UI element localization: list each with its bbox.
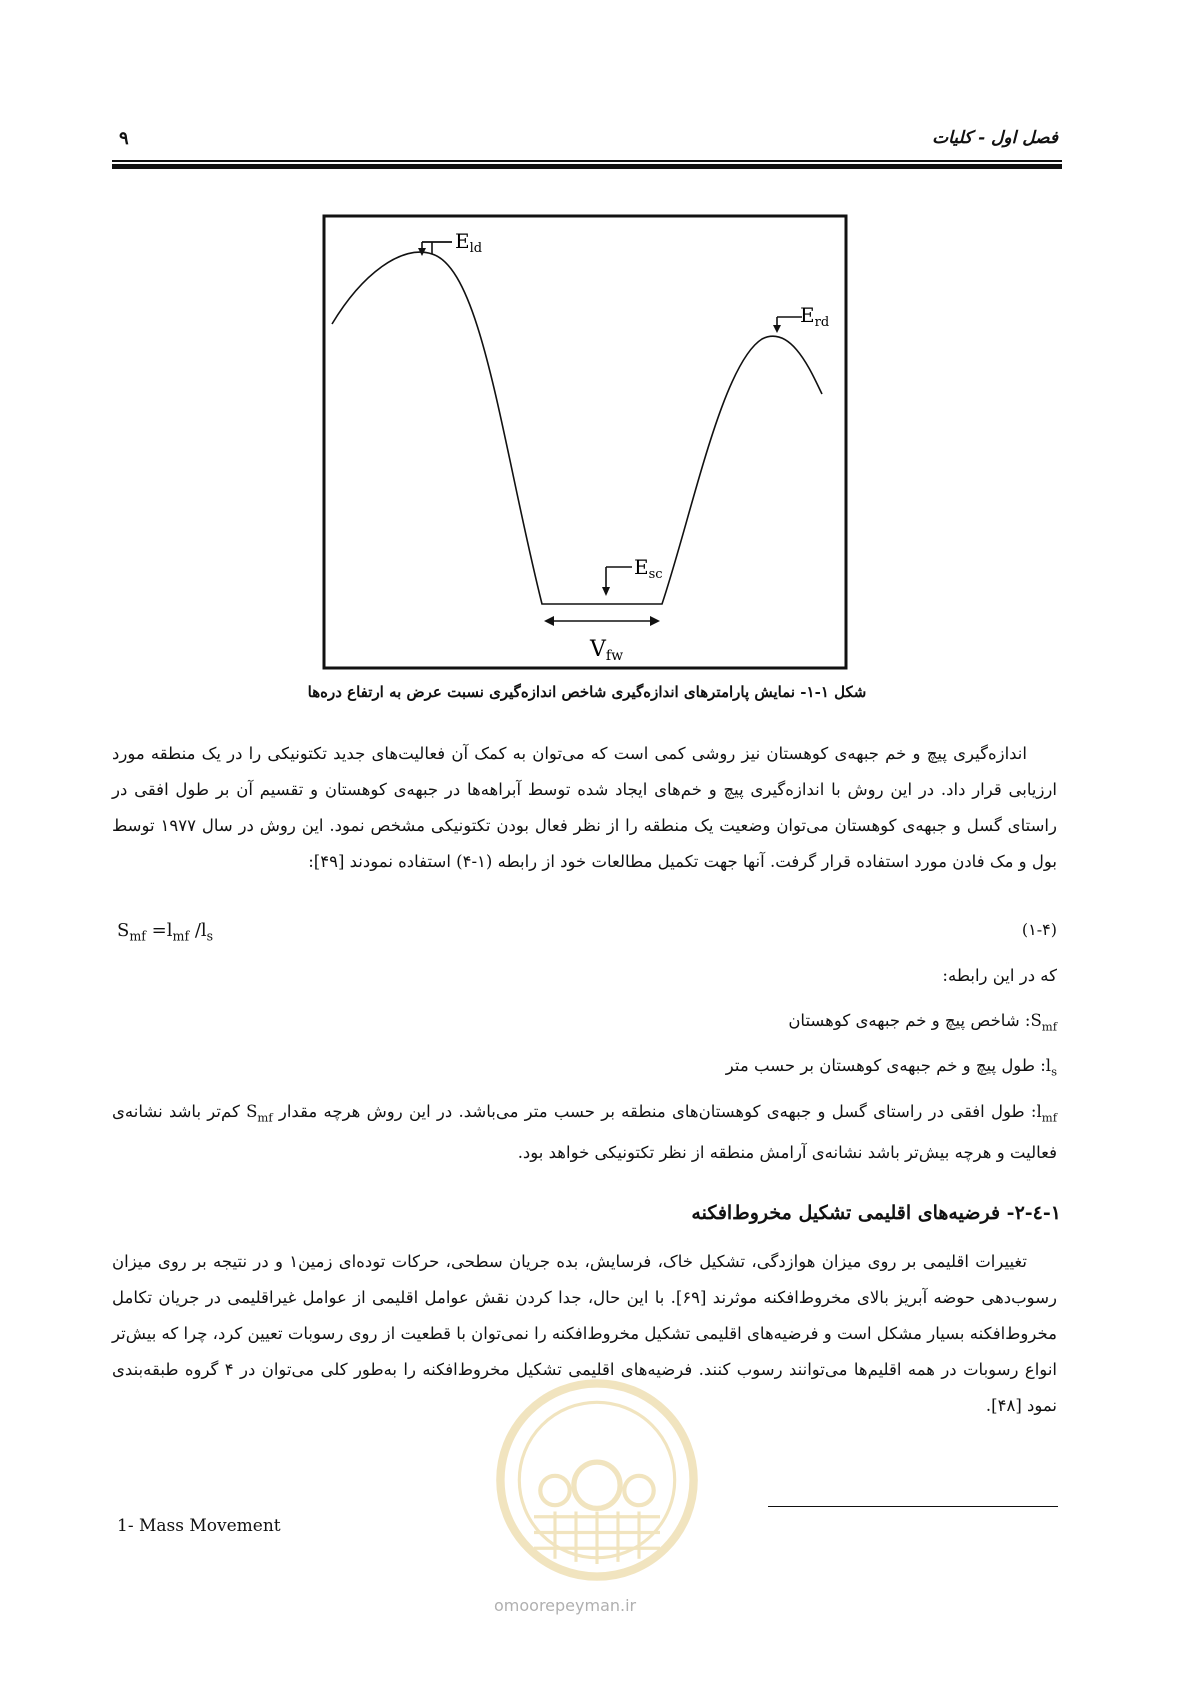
def-ls-sub: s xyxy=(1051,1064,1057,1079)
footnote-rule xyxy=(768,1506,1058,1507)
eq-lhs-sub: mf xyxy=(129,928,146,944)
watermark-seal-icon xyxy=(492,1375,702,1585)
paragraph-1: اندازه‌گیری پیچ و خم جبهه‌ی کوهستان نیز روشی کمی است که می‌توان به کمک آن فعالیت‌های جدید تکتونیکی را در یک منطقه مورد ارزیابی قرار داد. در این روش با اندازه‌گیری پیچ و خم‌های ایجاد شده توسط آبراهه‌ها در جبهه‌ی کوهستان و تقسیم آن بر طول افقی در راستای گسل و جبهه‌ی کوهستان می‌توان وضعیت یک منطقه را از نظر فعال بودن تکتونیکی مشخص نمود. این روش در سال ۱۹۷۷ توسط بول و مک فادن مورد استفاده قرار گرفت. آنها جهت تکمیل مطالعات خود از رابطه (۱-۴) استفاده نمودند [۴۹]: xyxy=(112,744,1057,871)
definitions-intro: که در این رابطه: xyxy=(942,966,1057,985)
v-fw-label xyxy=(589,637,623,664)
e-ld-label xyxy=(455,229,482,256)
equation xyxy=(117,920,213,944)
def-smf-sym: S xyxy=(1030,1011,1042,1030)
def-smf xyxy=(788,1011,1057,1033)
footnote: 1- Mass Movement xyxy=(117,1516,281,1536)
e-rd-main: E xyxy=(800,303,815,327)
def-lmf-sub: mf xyxy=(1041,1110,1057,1125)
watermark-url: omoorepeyman.ir xyxy=(494,1596,637,1615)
header-rule-thin xyxy=(112,160,1062,162)
header-rule-thick xyxy=(112,164,1062,169)
e-sc-main: E xyxy=(634,555,649,579)
paragraph-2: تغییرات اقلیمی بر روی میزان هوازدگی، تشکیل خاک، فرسایش، بده جریان سطحی، حرکات توده‌ای زمین۱ و در نتیجه بر روی میزان رسوب‌دهی حوضه آبریز بالای مخروط‌افکنه موثرند [۶۹]. با این حال، جدا کردن نقش عوامل اقلیمی از عوامل غیراقلیمی در جریان تکامل مخروط‌افکنه بسیار مشکل است و فرضیه‌های اقلیمی تشکیل مخروط‌افکنه را نمی‌توان با قطعیت از روی رسوبات تعیین کرد، چرا که بیش‌تر انواع رسوبات در همه اقلیم‌ها می‌توانند رسوب کنند. فرضیه‌های اقلیمی تشکیل مخروط‌افکنه را به‌طور کلی می‌توان در ۴ گروه طبقه‌بندی نمود [۴۸]. xyxy=(112,1252,1057,1415)
def-lmf xyxy=(112,1094,1057,1171)
v-fw-sub: fw xyxy=(605,648,624,664)
eq-eq-sub: mf xyxy=(172,928,190,944)
e-rd-label xyxy=(800,303,829,330)
e-sc-sub: sc xyxy=(648,567,663,582)
def-smf-text: : شاخص پیچ و خم جبهه‌ی کوهستان xyxy=(788,1011,1031,1030)
e-ld-sub: ld xyxy=(469,241,483,256)
def-lmf-sub2: mf xyxy=(257,1110,273,1125)
chapter-title: فصل اول - کلیات xyxy=(932,128,1058,148)
def-smf-sub: mf xyxy=(1041,1019,1057,1034)
e-ld-main: E xyxy=(455,229,470,253)
equation-number: (۱-۴) xyxy=(1021,920,1057,939)
v-fw-main: V xyxy=(590,637,606,662)
eq-div: /l xyxy=(189,920,207,941)
e-sc-label xyxy=(634,555,663,582)
eq-eq: =l xyxy=(145,920,173,941)
def-ls xyxy=(726,1056,1057,1078)
def-lmf-sym: l xyxy=(1036,1102,1042,1121)
valley-profile-figure xyxy=(322,214,848,670)
def-ls-text: : طول پیچ و خم جبهه‌ی کوهستان بر حسب متر xyxy=(725,1056,1046,1075)
def-lmf-sym2: S xyxy=(246,1102,258,1121)
section-title: ۱-٤-۲- فرضیه‌های اقلیمی تشکیل مخروط‌افکنه xyxy=(691,1202,1061,1224)
def-lmf-tail: کم‌تر باشد نشانه‌ی فعالیت و هرچه بیش‌تر باشد نشانه‌ی آرامش منطقه از نظر تکتونیکی خواهد بود. xyxy=(112,1102,1057,1163)
figure-frame xyxy=(324,216,846,668)
figure-caption: شکل ۱-۱- نمایش پارامترهای اندازه‌گیری شاخص اندازه‌گیری نسبت عرض به ارتفاع دره‌ها xyxy=(307,683,867,701)
def-lmf-text: : طول افقی در راستای گسل و جبهه‌ی کوهستان‌های منطقه بر حسب متر می‌باشد. در این روش هرچه مقدار xyxy=(278,1102,1037,1121)
e-rd-sub: rd xyxy=(814,315,830,330)
eq-div-sub: s xyxy=(206,928,214,944)
page-number: ۹ xyxy=(119,128,129,149)
valley-profile-curve xyxy=(332,252,822,604)
def-ls-sym: l xyxy=(1045,1056,1052,1075)
eq-lhs: S xyxy=(117,920,130,941)
